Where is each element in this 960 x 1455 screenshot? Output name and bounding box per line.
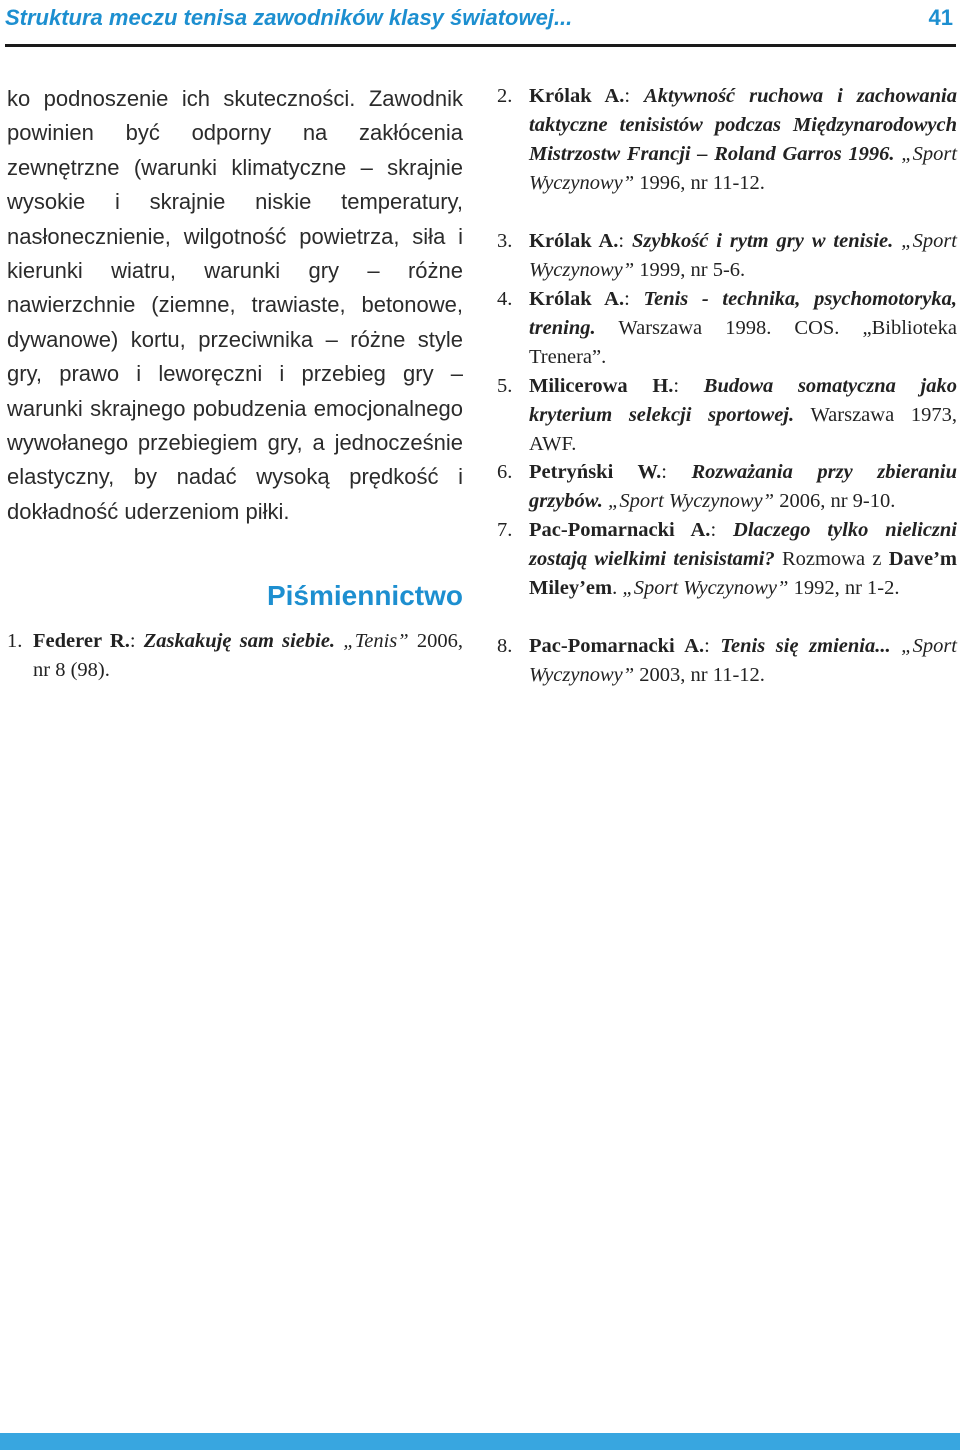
- section-heading: Piśmiennictwo: [266, 580, 463, 611]
- reference-publication: „Sport Wyczynowy”: [529, 143, 958, 194]
- reference-publication: „Tenis”: [343, 630, 409, 652]
- reference-author: Pac-Pomarnacki A.: [529, 519, 711, 541]
- reference-number: 5.: [497, 375, 513, 397]
- reference-number: 3.: [497, 230, 513, 252]
- reference-details: 2003, nr 11-12.: [639, 664, 765, 686]
- reference-details: 1996, nr 11-12.: [639, 172, 765, 194]
- reference-publication: „Sport Wyczynowy”: [622, 577, 789, 599]
- reference-author: Petryński W.: [529, 461, 662, 483]
- reference-publication: „Sport Wyczynowy”: [607, 490, 775, 512]
- reference-title: Tenis - technika, psychomotoryka, trening.: [529, 288, 957, 339]
- reference-item-1: 1. Federer R.: Zaskakuję sam siebie. „Tenis” 2006, nr 8 (98).: [7, 627, 463, 685]
- reference-number: 1.: [7, 630, 23, 652]
- reference-item-5: 5. Milicerowa H.: Budowa somatyczna jako kryterium selekcji sportowej. Warszawa 1973, AWF.: [497, 372, 957, 459]
- reference-details: 1992, nr 1-2.: [793, 577, 900, 599]
- reference-item-2: 2. Królak A.: Aktywność ruchowa i zachowania taktyczne tenisistów podczas Międzynarodowych Mistrzostw Francji – Roland Garros 1996. „Sport Wyczynowy” 1996, nr 11-12.: [497, 82, 957, 198]
- reference-author: Pac-Pomarnacki A.: [529, 635, 705, 657]
- reference-author: Federer R.: [33, 630, 130, 652]
- body-paragraph: ko podnoszenie ich skuteczności. Zawodnik powinien być odporny na zakłócenia zewnętrzne (warunki klimatyczne – skrajnie wysokie i skrajnie niskie temperatury, nasłonecznienie, wilgotność powietrza, siła i kierunki wiatru, warunki gry – różne nawierzchnie (ziemne, trawiaste, betonowe, dywanowe) kortu, przeciwnika – różne style gry, prawo i leworęczni i przebieg gry – warunki skrajnego pobudzenia emocjonalnego wywołanego przebiegiem gry, a jednocześnie elastyczny, by nadać wysoką prędkość i dokładność uderzeniom piłki.: [7, 86, 463, 524]
- reference-details: Warszawa 1973, AWF.: [529, 404, 957, 455]
- reference-details: 1999, nr 5-6.: [639, 259, 746, 281]
- reference-title: Rozważania przy zbieraniu grzybów.: [529, 461, 957, 512]
- reference-number: 8.: [497, 635, 513, 657]
- reference-title: Szybkość i rytm gry w tenisie.: [632, 230, 894, 252]
- reference-details: Warszawa 1998. COS. „Biblioteka Trenera”.: [529, 317, 958, 368]
- reference-author: Królak A.: [529, 85, 625, 107]
- reference-title: Aktywność ruchowa i zachowania taktyczne tenisistów podczas Międzynarodowych Mistrzostw Francji – Roland Garros 1996.: [529, 85, 957, 165]
- reference-number: 4.: [497, 288, 513, 310]
- reference-number: 6.: [497, 461, 513, 483]
- reference-author: Milicerowa H.: [529, 375, 674, 397]
- reference-title: Dlaczego tylko nieliczni zostają wielkimi tenisistami?: [529, 519, 957, 570]
- reference-number: 7.: [497, 519, 513, 541]
- reference-title: Zaskakuję sam siebie.: [143, 630, 336, 652]
- reference-author: Królak A.: [529, 288, 625, 310]
- reference-title: Budowa somatyczna jako kryterium selekcji sportowej.: [529, 375, 957, 426]
- reference-number: 2.: [497, 85, 513, 107]
- reference-details: 2006, nr 8 (98).: [33, 630, 463, 681]
- page-number: 41: [928, 5, 953, 30]
- reference-details: 2006, nr 9-10.: [779, 490, 896, 512]
- reference-item-6: 6. Petryński W.: Rozważania przy zbieraniu grzybów. „Sport Wyczynowy” 2006, nr 9-10.: [497, 458, 957, 516]
- reference-interviewee: Dave’m Miley’em: [529, 548, 957, 599]
- reference-author: Królak A.: [529, 230, 619, 252]
- running-header-title: Struktura meczu tenisa zawodników klasy światowej...: [5, 5, 573, 30]
- reference-item-3: 3. Królak A.: Szybkość i rytm gry w tenisie. „Sport Wyczynowy” 1999, nr 5-6.: [497, 227, 957, 285]
- footer-bar: [0, 1433, 960, 1450]
- reference-item-4: 4. Królak A.: Tenis - technika, psychomotoryka, trening. Warszawa 1998. COS. „Biblioteka Trenera”.: [497, 285, 957, 372]
- header-rule: [5, 44, 956, 47]
- reference-title: Tenis się zmienia...: [720, 635, 891, 657]
- reference-interview-text: Rozmowa z: [781, 548, 882, 570]
- reference-publication: „Sport Wyczynowy”: [529, 635, 957, 686]
- reference-publication: „Sport Wyczynowy”: [529, 230, 957, 281]
- reference-item-7: 7. Pac-Pomarnacki A.: Dlaczego tylko nieliczni zostają wielkimi tenisistami? Rozmowa z Dave’m Miley’em. „Sport Wyczynowy” 1992, nr 1-2.: [497, 516, 957, 603]
- reference-item-8: 8. Pac-Pomarnacki A.: Tenis się zmienia... „Sport Wyczynowy” 2003, nr 11-12.: [497, 632, 957, 690]
